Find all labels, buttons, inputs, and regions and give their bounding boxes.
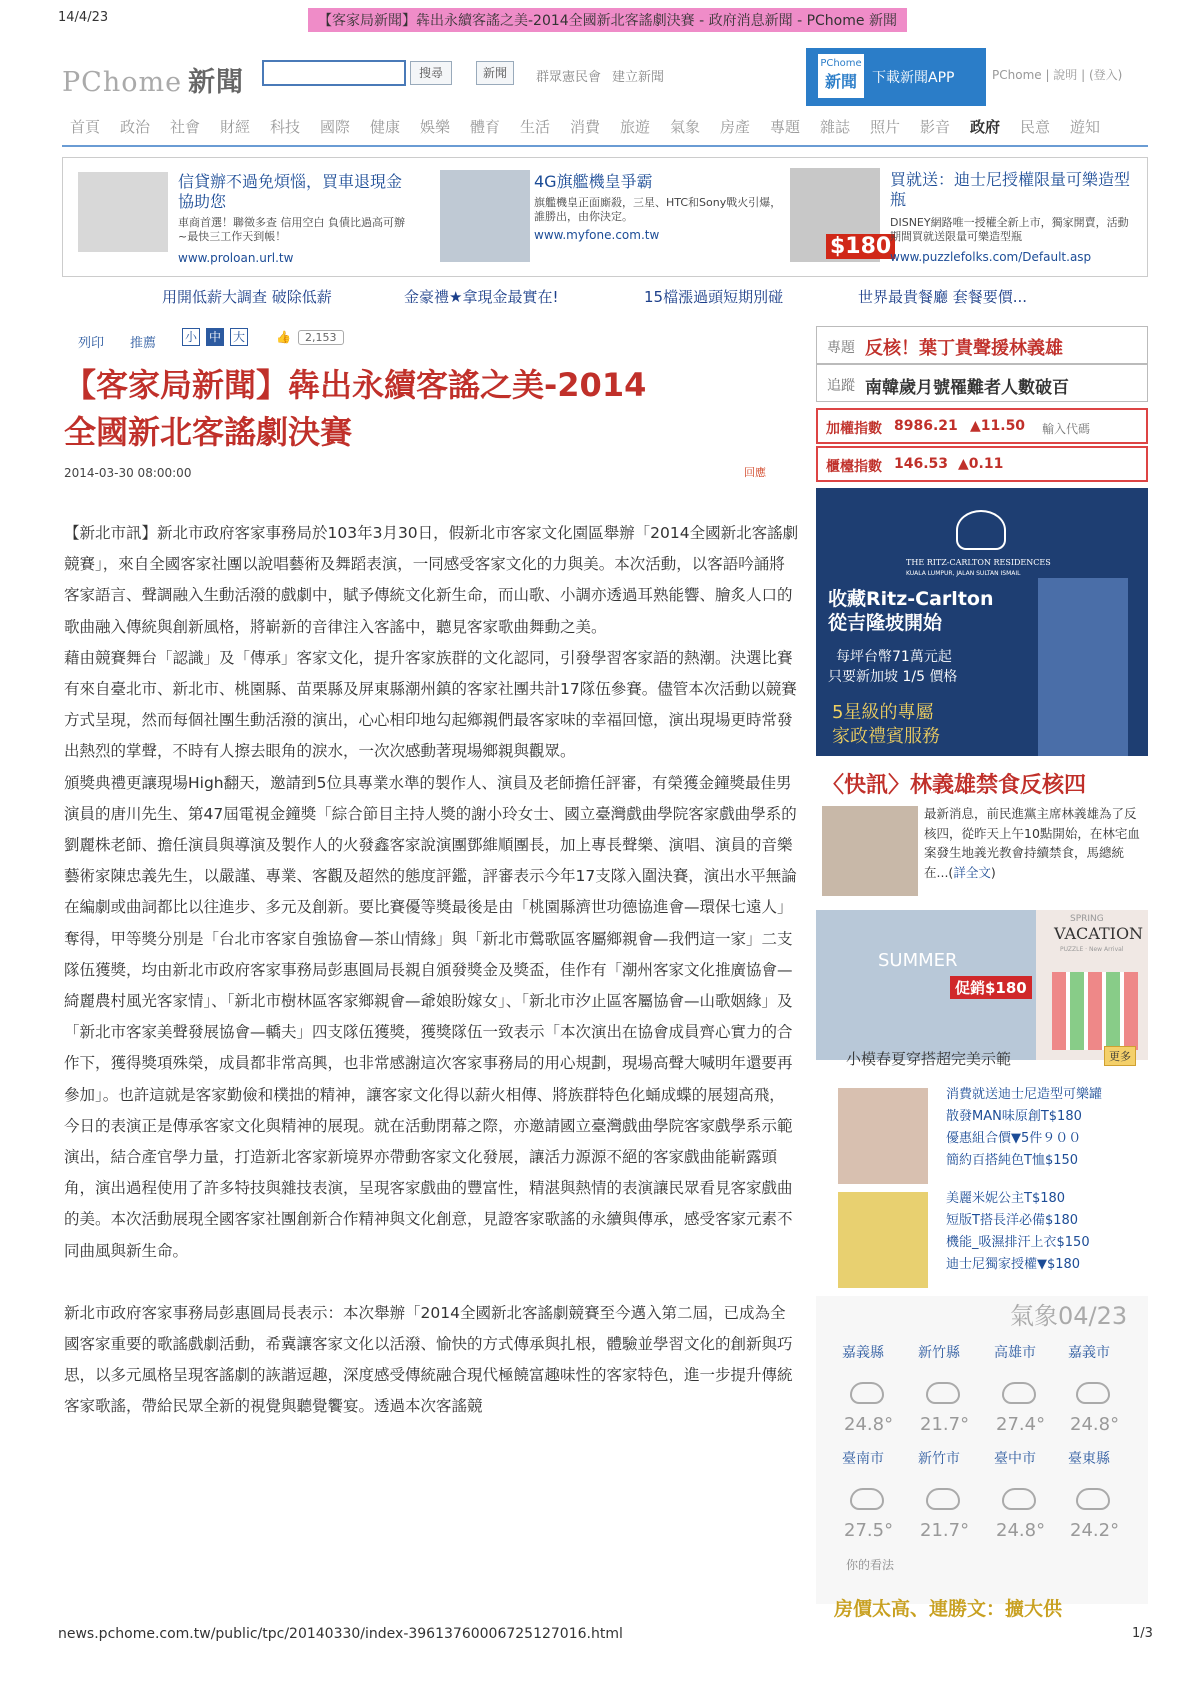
model-photo[interactable]	[838, 1088, 928, 1184]
weather-title: 氣象04/23	[1010, 1302, 1128, 1330]
weather-temp: 24.8°	[996, 1520, 1046, 1541]
ritz-lion-logo-icon	[956, 510, 1006, 550]
font-large-button[interactable]: 大	[230, 328, 248, 346]
opinion-label: 你的看法	[846, 1558, 895, 1572]
stock-change: ▲11.50	[970, 418, 1026, 434]
cloud-icon	[1002, 1488, 1036, 1510]
site-logo[interactable]	[62, 60, 244, 99]
app-logo-icon	[818, 54, 864, 98]
ad-subtitle: 旗艦機皇正面廝殺，三星、HTC和Sony戰火引爆，誰勝出，由你決定。	[534, 196, 782, 223]
ad-title[interactable]: 4G旗艦機皇爭霸	[534, 172, 653, 191]
flash-news-text-end: )	[990, 864, 996, 880]
nav-item[interactable]: 政治	[120, 118, 151, 136]
cloud-icon	[1002, 1382, 1036, 1404]
ritz-line: 從吉隆坡開始	[828, 612, 943, 634]
spring-text: SPRING	[1070, 914, 1104, 924]
ritz-line: 收藏Ritz-Carlton	[828, 588, 994, 610]
flash-news-title[interactable]: 〈快訊〉林義雄禁食反核四	[822, 773, 1087, 798]
search-button[interactable]: 搜尋	[410, 61, 452, 85]
print-button[interactable]: 列印	[78, 336, 105, 351]
product-link[interactable]: 機能_吸濕排汗上衣$150	[946, 1235, 1090, 1250]
stock-value: 8986.21	[894, 418, 958, 434]
weather-city[interactable]: 新竹縣	[918, 1345, 960, 1361]
topic-text[interactable]: 反核！葉丁貴聲援林義雄	[865, 338, 1063, 359]
stock-row[interactable]	[816, 446, 1148, 482]
stock-label: 加權指數	[826, 421, 882, 437]
nav-item[interactable]: 專題	[770, 118, 801, 136]
nav-item[interactable]: 照片	[870, 118, 901, 136]
headline-line-1: 【客家局新聞】犇出永續客謠之美-2014	[64, 366, 647, 404]
headline-line-2: 全國新北客謠劇決賽	[64, 413, 353, 451]
vacation-sub: PUZZLE · New Arrival	[1060, 946, 1124, 953]
price-badge: $180	[826, 234, 895, 259]
vacation-title: VACATION	[1054, 924, 1144, 943]
stock-label: 櫃檯指數	[826, 459, 882, 475]
nav-item[interactable]: 科技	[270, 118, 301, 136]
sale-badge: 促銷$180	[950, 976, 1032, 999]
read-more-link[interactable]: 詳全文	[953, 864, 991, 880]
nav-item[interactable]: 影音	[920, 118, 951, 136]
product-list	[946, 1188, 1090, 1276]
child-photo[interactable]	[838, 1192, 928, 1288]
weather-city[interactable]: 臺東縣	[1068, 1451, 1110, 1467]
recommend-button[interactable]: 推薦	[130, 336, 157, 351]
ad-subtitle: 車商首選！聯徵多查 信用空白 負債比過高可辦~最快三工作天到帳！	[178, 216, 405, 243]
nav-item-active[interactable]: 政府	[970, 118, 1001, 136]
cloud-icon	[1076, 1382, 1110, 1404]
reply-link[interactable]: 回應	[744, 466, 766, 479]
weather-city[interactable]: 高雄市	[994, 1345, 1036, 1361]
app-download-label[interactable]: 下載新聞APP	[872, 70, 955, 86]
cloud-icon	[850, 1488, 884, 1510]
opinion-text[interactable]: 房價太高、連勝文：擴大供	[834, 1598, 1063, 1620]
promo-link[interactable]: 世界最貴餐廳 套餐要價...	[858, 288, 1028, 306]
cloud-icon	[850, 1382, 884, 1404]
ritz-brand-sub: KUALA LUMPUR, JALAN SULTAN ISMAIL	[906, 570, 1021, 577]
rain-icon	[926, 1382, 960, 1404]
font-small-button[interactable]: 小	[182, 328, 200, 346]
ad-title[interactable]: 買就送：迪士尼授權限量可樂造型瓶	[890, 170, 1131, 209]
clothing-swatches	[1052, 972, 1138, 1050]
weather-temp: 27.4°	[996, 1414, 1046, 1435]
track-box[interactable]	[816, 364, 1148, 402]
summer-text: SUMMER	[878, 950, 958, 971]
nav-item[interactable]: 娛樂	[420, 118, 451, 136]
nav-item[interactable]: 健康	[370, 118, 401, 136]
weather-temp: 27.5°	[844, 1520, 894, 1541]
flash-news-body	[924, 804, 1142, 882]
product-link[interactable]: 散發MAN味原創T$180	[946, 1109, 1082, 1124]
rain-icon	[926, 1488, 960, 1510]
weather-temp: 21.7°	[920, 1520, 970, 1541]
ritz-carlton-ad[interactable]	[816, 488, 1148, 756]
product-link[interactable]: 美麗米妮公主T$180	[946, 1191, 1066, 1206]
product-link[interactable]: 消費就送迪士尼造型可樂罐	[946, 1087, 1103, 1102]
stock-row[interactable]	[816, 408, 1148, 444]
product-link[interactable]: 優惠組合價▼5件９００	[946, 1131, 1082, 1146]
weather-city[interactable]: 臺南市	[842, 1451, 884, 1467]
stock-code-input[interactable]: 輸入代碼	[1042, 422, 1091, 436]
ritz-line: 只要新加坡 1/5 價格	[828, 669, 958, 685]
search-input[interactable]	[262, 60, 406, 86]
logo-right: 新聞	[188, 67, 245, 98]
stock-value: 146.53	[894, 456, 949, 472]
topic-box[interactable]	[816, 326, 1148, 364]
vacation-ad[interactable]	[816, 910, 1148, 1060]
track-text[interactable]: 南韓歲月號罹難者人數破百	[865, 378, 1069, 398]
print-title: 【客家局新聞】犇出永續客謠之美-2014全國新北客謠劇決賽 - 政府消息新聞 - PChome 新聞	[308, 8, 907, 32]
main-nav	[70, 116, 1120, 137]
print-date: 14/4/23	[58, 10, 109, 25]
promo-link[interactable]: 15檔漲過頭短期別碰	[644, 288, 784, 306]
logo-left: PChome	[62, 67, 183, 98]
more-button[interactable]: 更多	[1104, 1046, 1136, 1066]
ad-url[interactable]: www.proloan.url.tw	[178, 251, 294, 265]
header-link[interactable]: 群眾憲民會	[536, 70, 602, 85]
product-link[interactable]: 簡約百搭純色T恤$150	[946, 1153, 1079, 1168]
app-logo-bottom: 新聞	[824, 72, 857, 91]
product-link[interactable]: 短版T搭長洋必備$180	[946, 1213, 1079, 1228]
top-links[interactable]: PChome | 說明 | (登入)	[992, 68, 1123, 82]
weather-city[interactable]: 嘉義縣	[842, 1345, 884, 1361]
flash-news-image[interactable]	[822, 806, 918, 896]
nav-item[interactable]: 氣象	[670, 118, 701, 136]
page-url: news.pchome.com.tw/public/tpc/20140330/index-39613760006725127016.html	[58, 1626, 623, 1642]
thumb-up-icon[interactable]: 👍	[276, 330, 291, 344]
article-paragraph: 頒獎典禮更讓現場High翻天，邀請到5位具專業水準的製作人、演員及老師擔任評審，有榮獲金鐘獎最佳男演員的唐川先生、第47屆電視金鐘獎「綜合節目主持人獎的謝小玲女士、國立臺灣戲曲學院客家戲曲學系的劉麗株老師、擔任演員與導演及製作人的火發鑫客家說演團鄧維順團長，加上專長聲樂、演唱、演員的音樂藝術家陳忠義先生，以嚴謹、專業、客觀及超然的態度評鑑，評審表示今年17支隊入圍決賽，演出水平無論在編劇或曲詞都比以往進步、多元及創新。要比賽優等獎最後是由「桃園縣濟世功德協進會—環保七遠人」奪得，甲等獎分別是「台北市客家自強協會—茶山情緣」與「新北市鶯歌區客屬鄉親會—我們這一家」二支隊伍獲獎，均由新北市政府客家事務局彭惠圓局長親自頒發獎金及獎盃，佳作有「潮州客家文化推廣協會—綺麗農村風光客家情」、「新北市樹林區客家鄉親會—爺娘盼嫁女」、「新北市汐止區客屬協會—山歌姻緣」及「新北市客家美聲發展協會—轎夫」四支隊伍獲獎，獲獎隊伍一致表示「本次演出在協會成員齊心實力的合作下，獲得獎項殊榮，成員都非常高興，也非常感謝這次客家事務局的用心規劃，現場高聲大喊明年還要再參加」。也許這就是客家勤儉和樸拙的精神，讓客家文化得以薪火相傳、將族群特色化蛹成蝶的展翅高飛，今日的表演正是傳承客家文化與精神的展現。就在活動閉幕之際，亦邀請國立臺灣戲曲學院客家戲學系示範演出，結合產官學力量，打造新北客家新境界亦帶動客家文化發展，讓活力源源不絕的客家戲曲能嶄露頭角，演出過程使用了許多特技與雜技表演，呈現客家戲曲的豐富性，精湛與熱情的表演讓民眾看見客家戲曲的美。本次活動展現全國客家社團創新合作精神與文化創意，見證客家歌謠的永續與傳承，感受客家元素不同曲風與新生命。	[64, 773, 797, 1260]
nav-item[interactable]: 旅遊	[620, 118, 651, 136]
like-count: 2,153	[298, 330, 344, 345]
ritz-line: 家政禮賓服務	[832, 726, 940, 747]
weather-city[interactable]: 嘉義市	[1068, 1345, 1110, 1361]
weather-temp: 24.2°	[1070, 1520, 1120, 1541]
nav-item[interactable]: 社會	[170, 118, 201, 136]
article-headline	[64, 362, 784, 456]
ritz-line: 每坪台幣71萬元起	[836, 649, 952, 665]
header-link[interactable]: 建立新聞	[612, 70, 665, 85]
promo-link[interactable]: 金豪禮★拿現金最實在!	[404, 288, 559, 306]
product-link[interactable]: 迪士尼獨家授權▼$180	[946, 1257, 1081, 1272]
nav-item[interactable]: 財經	[220, 118, 251, 136]
font-medium-button[interactable]: 中	[206, 328, 224, 346]
track-label: 追蹤	[827, 378, 855, 394]
weather-temp: 21.7°	[920, 1414, 970, 1435]
ritz-line: 5星級的專屬	[832, 702, 934, 723]
flash-news-text: 最新消息，前民進黨主席林義雄為了反核四，從昨天上午10點開始，在林宅血案發生地義光教會持續禁食，馬總統在...(	[924, 806, 1140, 880]
nav-item[interactable]: 國際	[320, 118, 351, 136]
shop-heading: 小模春夏穿搭超完美示範	[846, 1050, 1012, 1068]
weather-temp: 24.8°	[844, 1414, 894, 1435]
stock-change: ▲0.11	[958, 456, 1004, 472]
nav-item[interactable]: 生活	[520, 118, 551, 136]
weather-temp: 24.8°	[1070, 1414, 1120, 1435]
ad-url[interactable]: www.puzzlefolks.com/Default.asp	[890, 250, 1092, 264]
rain-icon	[1076, 1488, 1110, 1510]
tower-image	[1038, 578, 1128, 756]
search-news-button[interactable]: 新聞	[476, 61, 514, 85]
nav-item[interactable]: 消費	[570, 118, 601, 136]
phone-image[interactable]	[440, 170, 530, 262]
nav-item[interactable]: 民意	[1020, 118, 1051, 136]
promo-link[interactable]: 用開低薪大調查 破除低薪	[162, 288, 332, 306]
article-body	[64, 518, 799, 1423]
article-paragraph: 藉由競賽舞台「認識」及「傳承」客家文化，提升客家族群的文化認同，引發學習客家語的熱潮。決選比賽有來自臺北市、新北市、桃園縣、苗栗縣及屏東縣潮州鎮的客家社團共計17隊伍參賽。儘管本次活動以競賽方式呈現，然而每個社團生動活潑的演出，心心相印地勾起鄉親們最客家味的幸福回憶，演出現場更時常發出熱烈的掌聲，不時有人擦去眼角的淚水，一次次感動著現場鄉親與觀眾。	[64, 648, 797, 761]
weather-city[interactable]: 新竹市	[918, 1451, 960, 1467]
nav-item[interactable]: 體育	[470, 118, 501, 136]
publish-date: 2014-03-30 08:00:00	[64, 466, 192, 480]
product-list	[946, 1084, 1102, 1172]
nav-item[interactable]: 雜誌	[820, 118, 851, 136]
car-image[interactable]	[78, 172, 168, 252]
ad-title[interactable]: 信貸辦不過免煩惱，買車退現金協助您	[178, 172, 403, 211]
nav-item[interactable]: 首頁	[70, 118, 101, 136]
nav-item[interactable]: 遊知	[1070, 118, 1101, 136]
topic-label: 專題	[827, 340, 855, 356]
article-paragraph: 新北市政府客家事務局彭惠圓局長表示：本次舉辦「2014全國新北客謠劇競賽至今邁入第二屆，已成為全國客家重要的歌謠戲劇活動，希冀讓客家文化以活潑、愉快的方式傳承與扎根，體驗並學習文化的創新與巧思，以多元風格呈現客謠劇的詼諧逗趣，深度感受傳統融合現代極饒富趣味性的客家特色，進一步提升傳統客家歌謠，帶給民眾全新的視覺與聽覺饗宴。透過本次客謠競	[64, 1303, 793, 1416]
article-paragraph: 【新北市訊】新北市政府客家事務局於103年3月30日，假新北市客家文化園區舉辦「2014全國新北客謠劇競賽」，來自全國客家社團以說唱藝術及舞蹈表演，一同感受客家文化的力與美。本次活動，以客語吟誦將客家語言、聲調融入生動活潑的戲劇中，賦予傳統文化新生命，而山歌、小調亦透過耳熟能響、膾炙人口的歌曲融入傳統與創新風格，將嶄新的音律注入客謠中，聽見客家歌曲舞動之美。	[64, 524, 799, 636]
ritz-brand: THE RITZ-CARLTON RESIDENCES	[906, 558, 1051, 567]
nav-divider	[62, 145, 1148, 147]
app-logo-top: PChome	[820, 58, 862, 69]
ad-subtitle: DISNEY網路唯一授權全新上市，獨家開賣，活動期間買就送限量可樂造型瓶	[890, 216, 1129, 243]
ad-url[interactable]: www.myfone.com.tw	[534, 228, 660, 242]
nav-item[interactable]: 房產	[720, 118, 751, 136]
weather-city[interactable]: 臺中市	[994, 1451, 1036, 1467]
page-number: 1/3	[1132, 1626, 1153, 1641]
